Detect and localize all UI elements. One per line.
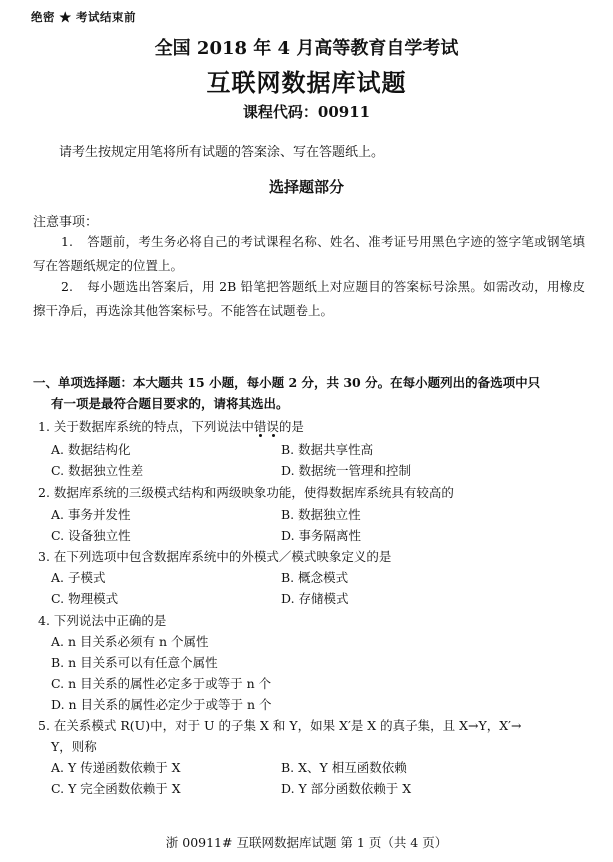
option: C. Y 完全函数依赖于 X (51, 781, 181, 796)
option: C. 数据独立性差 (51, 463, 144, 478)
part-one-heading-line: 有一项是最符合题目要求的，请将其选出。 (51, 396, 289, 411)
emphasized-word-text: 错误 (253, 419, 279, 434)
paper-title: 互联网数据库试题 (206, 68, 407, 97)
notice-title: 注意事项： (33, 215, 99, 230)
option: C. n 目关系的属性必定多于或等于 n 个 (51, 676, 272, 691)
exam-title: 全国 2018 年 4 月高等教育自学考试 (154, 38, 459, 59)
notice-item-text: 每小题选出答案后，用 2B 铅笔把答题纸上对应题目的答案标号涂黑。如需改动，用橡皮擦干净后，再选涂其他答案标号。不能答在试题卷上。 (33, 279, 585, 318)
part-one-heading-line: 一、单项选择题：本大题共 15 小题，每小题 2 分，共 30 分。在每小题列出的备选项中只 (33, 375, 541, 390)
option: C. 物理模式 (51, 591, 119, 606)
page-footer: 浙 00911# 互联网数据库试题 第 1 页（共 4 页） (165, 835, 448, 850)
option: B. n 目关系可以有任意个属性 (51, 655, 218, 670)
question-stem (38, 417, 304, 435)
option: D. 存储模式 (281, 591, 349, 606)
question-stem: 3. 在下列选项中包含数据库系统中的外模式／模式映象定义的是 (38, 549, 392, 564)
option: B. 数据共享性高 (281, 442, 374, 457)
question-stem: 4. 下列说法中正确的是 (38, 613, 167, 628)
question-stem: 5. 在关系模式 R(U)中，对于 U 的子集 X 和 Y，如果 X′是 X 的真子集，且 X→Y，X′→ (38, 718, 522, 733)
part-one-heading (33, 372, 593, 414)
option: A. 事务并发性 (51, 507, 131, 522)
section-title: 选择题部分 (268, 178, 344, 196)
question-stem-continuation: Y，则称 (51, 739, 97, 754)
option: A. 数据结构化 (51, 442, 131, 457)
question-stem-text: 1. 关于数据库系统的特点，下列说法中 (38, 419, 254, 434)
notice-item (33, 230, 585, 278)
course-code: 课程代码：00911 (242, 103, 371, 121)
option: B. 数据独立性 (281, 507, 361, 522)
option: C. 设备独立性 (51, 528, 131, 543)
option: D. 事务隔离性 (281, 528, 362, 543)
option: A. n 目关系必须有 n 个属性 (51, 634, 209, 649)
option: B. 概念模式 (281, 570, 349, 585)
option: B. X、Y 相互函数依赖 (281, 760, 407, 775)
option: A. Y 传递函数依赖于 X (51, 760, 181, 775)
notice-item-number: 2. (61, 279, 73, 294)
notice-item-text: 答题前，考生务必将自己的考试课程名称、姓名、准考证号用黑色字迹的签字笔或钢笔填写在答题纸规定的位置上。 (33, 234, 585, 273)
option: A. 子模式 (51, 570, 106, 585)
emphasis-dot (259, 434, 262, 437)
answer-instruction: 请考生按规定用笔将所有试题的答案涂、写在答题纸上。 (59, 145, 385, 160)
notice-item-number: 1. (61, 234, 73, 249)
notice-item (33, 275, 585, 323)
option: D. 数据统一管理和控制 (281, 463, 412, 478)
confidentiality-label: 绝密 ★ 考试结束前 (31, 10, 137, 24)
option: D. Y 部分函数依赖于 X (281, 781, 412, 796)
question-stem: 2. 数据库系统的三级模式结构和两级映象功能，使得数据库系统具有较高的 (38, 485, 454, 500)
option: D. n 目关系的属性必定少于或等于 n 个 (51, 697, 272, 712)
emphasis-dot (272, 434, 275, 437)
question-stem-text: 的是 (278, 419, 304, 434)
emphasized-word (254, 419, 279, 434)
